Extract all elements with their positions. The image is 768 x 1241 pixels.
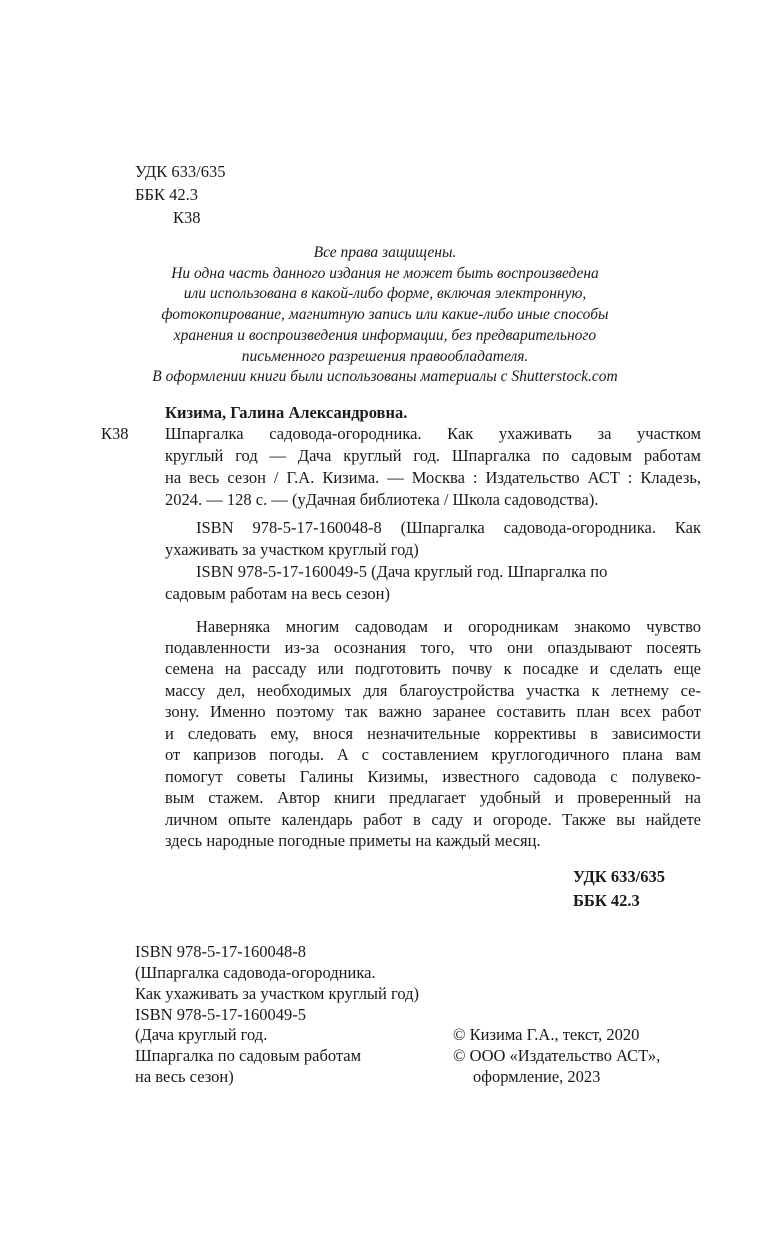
- description-line: зону. Именно поэтому так важно заранее составить план всех работ: [165, 702, 701, 721]
- rights-line: письменного разрешения правообладателя.: [241, 347, 529, 365]
- footer-isbn-line: Как ухаживать за участком круглый год): [135, 984, 419, 1003]
- rights-line: Ни одна часть данного издания не может быть воспроизведена: [171, 264, 599, 282]
- rights-notice: [120, 243, 650, 388]
- footer-isbn-line: ISBN 978-5-17-160049-5: [135, 1005, 306, 1024]
- author-sign: К38: [173, 208, 201, 227]
- rights-line: В оформлении книги были использованы материалы с Shutterstock.com: [152, 368, 618, 386]
- isbn-line: ISBN 978-5-17-160048-8 (Шпаргалка садовода-огородника. Как: [196, 518, 701, 537]
- isbn-line: ISBN 978-5-17-160049-5 (Дача круглый год. Шпаргалка по: [196, 562, 608, 581]
- rights-line: Все права защищены.: [313, 244, 457, 261]
- description-line: вым стажем. Автор книги предлагает удобный и проверенный на: [165, 788, 701, 807]
- bbk-code-bottom: ББК 42.3: [573, 891, 640, 910]
- bib-line: 2024. — 128 с. — (уДачная библиотека / Школа садоводства).: [165, 490, 599, 509]
- udk-code: УДК 633/635: [135, 162, 226, 181]
- description-line: массу дел, необходимых для благоустройства участка к летнему се-: [165, 681, 701, 700]
- isbn-line: ухаживать за участком круглый год): [165, 540, 419, 559]
- description-line: семена на рассаду или подготовить почву к посадке и сделать еще: [165, 659, 701, 678]
- description-line: подавленности из-за осознания того, что они опаздывают посеять: [165, 638, 701, 657]
- footer-isbn-line: (Шпаргалка садовода-огородника.: [135, 963, 376, 982]
- rights-line: хранения и воспроизведения информации, без предварительного: [173, 326, 597, 344]
- footer-isbn-line: ISBN 978-5-17-160048-8: [135, 942, 306, 961]
- footer-isbn-line: на весь сезон): [135, 1067, 234, 1086]
- description-line: от капризов погоды. А с составлением круглогодичного плана вам: [165, 745, 701, 764]
- rights-line: или использована в какой-либо форме, включая электронную,: [183, 285, 587, 303]
- description-line: личном опыте календарь работ в саду и огороде. Также вы найдете: [165, 810, 701, 829]
- bbk-code: ББК 42.3: [135, 185, 198, 204]
- copyright-line: © Кизима Г.А., текст, 2020: [453, 1025, 640, 1044]
- bib-line: на весь сезон / Г.А. Кизима. — Москва : Издательство АСТ : Кладезь,: [165, 468, 701, 487]
- description-line: и следовать ему, внося незначительные коррективы в зависимости: [165, 724, 701, 743]
- author-heading: Кизима, Галина Александровна.: [165, 403, 408, 422]
- bib-sign: К38: [101, 424, 129, 443]
- description-line: помогут советы Галины Кизимы, известного садовода с полувеко-: [165, 767, 701, 786]
- isbn-line: садовым работам на весь сезон): [165, 584, 390, 603]
- rights-line: фотокопирование, магнитную запись или какие-либо иные способы: [161, 306, 609, 324]
- footer-isbn-line: Шпаргалка по садовым работам: [135, 1046, 362, 1065]
- bib-line: Шпаргалка садовода-огородника. Как ухаживать за участком: [165, 424, 701, 443]
- description-line: здесь народные погодные приметы на каждый месяц.: [165, 831, 541, 850]
- copyright-line: © ООО «Издательство АСТ»,: [453, 1046, 661, 1065]
- description-line: Наверняка многим садоводам и огородникам знакомо чувство: [196, 617, 701, 636]
- bib-line: круглый год — Дача круглый год. Шпаргалка по садовым работам: [165, 446, 701, 465]
- udk-code-bottom: УДК 633/635: [573, 867, 665, 886]
- footer-isbn-line: (Дача круглый год.: [135, 1025, 268, 1044]
- copyright-line: оформление, 2023: [473, 1067, 601, 1086]
